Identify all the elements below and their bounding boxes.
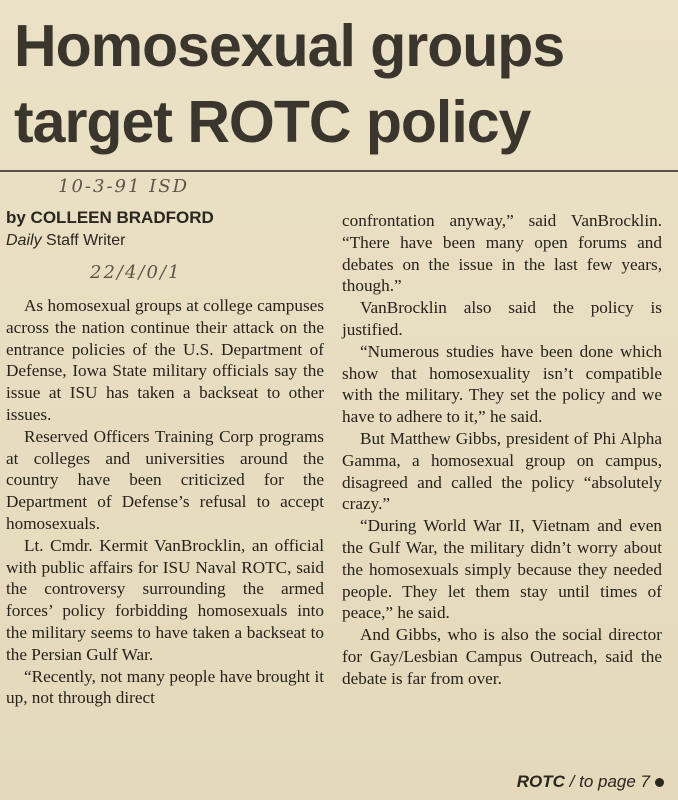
- handwritten-date: 10-3-91 ISD: [58, 176, 190, 197]
- paragraph: Reserved Officers Training Corp programs at colleges and universities around the country have been criticized for the Department of Defense’s refusal to accept homosexuals.: [6, 426, 324, 533]
- paragraph: “During World War II, Vietnam and even the Gulf War, the military didn’t worry about the homosexuals simply because they needed people. They let them stay until times of peace,” he said.: [342, 516, 662, 623]
- jump-text: / to page 7: [569, 772, 650, 791]
- headline: Homosexual groups target ROTC policy: [14, 13, 565, 155]
- paragraph: “Numerous studies have been done which show that homosexuality isn’t compatible with the military. They set the policy and we have to adhere to it,” he said.: [342, 341, 662, 427]
- paragraph: As homosexual groups at college campuses across the nation continue their attack on the entrance policies of the U.S. Department of Defense, Iowa State military officials say the issue at ISU has taken a backseat to other issues.: [6, 296, 324, 424]
- article-column-right: [342, 210, 662, 690]
- paragraph: But Matthew Gibbs, president of Phi Alpha Gamma, a homosexual group on campus, disagreed and called the policy “absolutely crazy.”: [342, 428, 662, 514]
- continuation-jump: [517, 772, 664, 792]
- article-column-left: [6, 295, 324, 709]
- staff-title: Staff Writer: [46, 232, 126, 249]
- paragraph: VanBrocklin also said the policy is justified.: [342, 298, 662, 339]
- jump-keyword: ROTC: [516, 772, 565, 791]
- paragraph: “Recently, not many people have brought it up, not through direct: [6, 666, 324, 708]
- handwritten-number: 22/4/0/1: [90, 262, 182, 283]
- publication-name: Daily: [6, 232, 42, 249]
- bullet-dot-icon: [655, 778, 664, 787]
- byline: by COLLEEN BRADFORD: [6, 208, 214, 227]
- headline-rule: [0, 170, 678, 172]
- byline-role: [6, 232, 125, 250]
- paragraph: confrontation anyway,” said VanBrocklin. “There have been many open forums and debates on the issue in the last few years, though.”: [342, 211, 662, 296]
- paragraph: Lt. Cmdr. Kermit VanBrocklin, an official with public affairs for ISU Naval ROTC, said the controversy surrounding the armed forces’ policy forbidding homosexuals into the military seems to have taken a backseat to the Persian Gulf War.: [6, 535, 324, 664]
- paragraph: And Gibbs, who is also the social director for Gay/Lesbian Campus Outreach, said the debate is far from over.: [342, 625, 662, 688]
